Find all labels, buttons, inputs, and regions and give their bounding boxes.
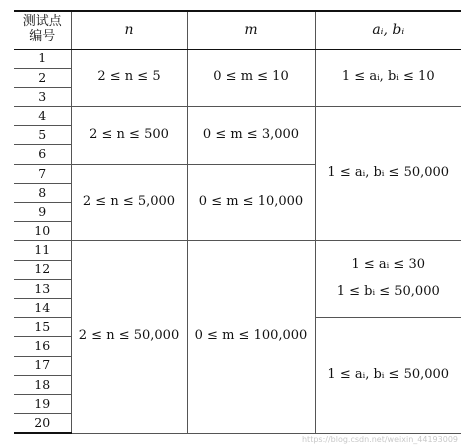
test-id-cell: 3 <box>14 87 71 106</box>
m-range: 0 ≤ m ≤ 10,000 <box>198 194 304 210</box>
test-id-cell: 11 <box>14 241 71 260</box>
ab-range-cell <box>315 241 461 318</box>
m-range: 0 ≤ m ≤ 10 <box>213 69 289 85</box>
test-id-cell: 15 <box>14 318 71 337</box>
test-id-cell: 8 <box>14 183 71 202</box>
table-row <box>14 107 461 126</box>
test-id-cell: 6 <box>14 145 71 164</box>
header-test-id-line2: 编号 <box>29 29 56 45</box>
ab-range: 1 ≤ aᵢ, bᵢ ≤ 50,000 <box>327 366 450 382</box>
test-id-cell: 7 <box>14 164 71 183</box>
n-range: 2 ≤ n ≤ 50,000 <box>78 328 180 344</box>
test-id-cell: 14 <box>14 298 71 317</box>
m-range-cell <box>187 107 315 165</box>
header-ab: aᵢ, bᵢ <box>315 11 461 49</box>
constraints-table <box>14 10 461 434</box>
table-row <box>14 241 461 260</box>
n-range-cell <box>71 107 187 165</box>
m-range: 0 ≤ m ≤ 100,000 <box>194 328 308 344</box>
header-row <box>14 11 461 49</box>
ab-range-cell <box>315 107 461 241</box>
test-id-cell: 2 <box>14 68 71 87</box>
header-n: n <box>71 11 187 49</box>
test-id-cell: 4 <box>14 107 71 126</box>
m-range-cell <box>187 241 315 433</box>
test-id-cell: 10 <box>14 222 71 241</box>
ab-range: 1 ≤ aᵢ, bᵢ ≤ 50,000 <box>327 165 450 181</box>
n-range: 2 ≤ n ≤ 500 <box>89 126 169 142</box>
n-range-cell <box>71 49 187 107</box>
test-id-cell: 5 <box>14 126 71 145</box>
m-range-cell <box>187 164 315 241</box>
m-range: 0 ≤ m ≤ 3,000 <box>202 126 300 142</box>
n-range: 2 ≤ n ≤ 5 <box>97 69 161 85</box>
test-id-cell: 13 <box>14 279 71 298</box>
test-id-cell: 9 <box>14 203 71 222</box>
watermark: https://blog.csdn.net/weixin_44193009 <box>301 435 458 444</box>
test-id-cell: 16 <box>14 337 71 356</box>
table-row <box>14 49 461 68</box>
ab-range: 1 ≤ aᵢ, bᵢ ≤ 10 <box>341 69 435 85</box>
header-test-id <box>14 11 71 49</box>
test-id-cell: 12 <box>14 260 71 279</box>
a-range: 1 ≤ aᵢ ≤ 30 <box>351 257 425 273</box>
test-id-cell: 1 <box>14 49 71 68</box>
n-range-cell <box>71 241 187 433</box>
ab-range-cell <box>315 318 461 433</box>
n-range-cell <box>71 164 187 241</box>
header-test-id-line1: 测试点 <box>22 14 62 30</box>
test-id-cell: 18 <box>14 375 71 394</box>
test-id-cell: 17 <box>14 356 71 375</box>
m-range-cell <box>187 49 315 107</box>
test-id-cell: 19 <box>14 394 71 413</box>
b-range: 1 ≤ bᵢ ≤ 50,000 <box>336 284 440 300</box>
test-id-cell: 20 <box>14 414 71 433</box>
n-range: 2 ≤ n ≤ 5,000 <box>82 194 176 210</box>
ab-range-cell <box>315 49 461 107</box>
header-m: m <box>187 11 315 49</box>
